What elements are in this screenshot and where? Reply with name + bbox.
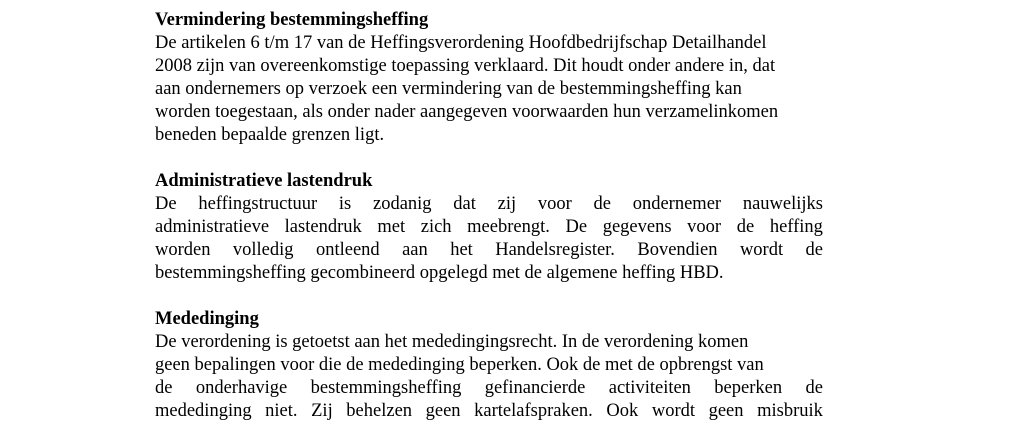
word: mededinging	[155, 401, 252, 421]
word: niet.	[265, 401, 298, 421]
word: gegevens	[602, 217, 672, 237]
word: de	[805, 378, 823, 398]
word: het	[450, 240, 473, 260]
word: beperken	[714, 378, 783, 398]
word: meebrengt.	[467, 217, 550, 237]
word: zich	[420, 217, 452, 237]
word: Handelsregister.	[495, 240, 615, 260]
word: de	[593, 194, 611, 214]
paragraph-line	[155, 193, 823, 216]
word: wordt	[739, 240, 784, 260]
word: Zij	[311, 401, 333, 421]
paragraph-line: 2008 zijn van overeenkomstige toepassing verklaard. Dit houdt onder andere in, dat	[155, 56, 776, 76]
word: bestemmingsheffing	[310, 378, 462, 398]
word: ondernemer	[632, 194, 722, 214]
section-administratieve-lastendruk	[155, 170, 823, 285]
section-vermindering	[155, 9, 823, 147]
word: Ook	[606, 401, 639, 421]
paragraph-line	[155, 216, 823, 239]
paragraph-line: aan ondernemers op verzoek een vermindering van de bestemmingsheffing kan	[155, 79, 742, 99]
section-mededinging	[155, 308, 823, 423]
paragraph-line: beneden bepaalde grenzen ligt.	[155, 125, 385, 145]
paragraph-line	[155, 400, 823, 423]
word: behelzen	[346, 401, 413, 421]
section-heading: Mededinging	[155, 309, 259, 329]
paragraph-line: De artikelen 6 t/m 17 van de Heffingsverordening Hoofdbedrijfschap Detailhandel	[155, 33, 767, 53]
paragraph-line: De verordening is getoetst aan het mededingingsrecht. In de verordening komen	[155, 332, 749, 352]
word: nauwelijks	[742, 194, 823, 214]
document-page	[155, 9, 823, 446]
word: geen	[708, 401, 744, 421]
paragraph-line: geen bepalingen voor die de mededinging beperken. Ook de met de opbrengst van	[155, 355, 764, 375]
word: ontleend	[315, 240, 380, 260]
word: volledig	[232, 240, 294, 260]
word: de	[155, 378, 173, 398]
word: voor	[537, 194, 572, 214]
word: worden	[155, 240, 211, 260]
word: de	[736, 217, 755, 237]
paragraph-line	[155, 377, 823, 400]
word: Bovendien	[637, 240, 718, 260]
word: heffing	[769, 217, 823, 237]
word: gefinancierde	[484, 378, 586, 398]
section-heading: Vermindering bestemmingsheffing	[155, 10, 429, 30]
word: dat	[453, 194, 476, 214]
word: onderhavige	[195, 378, 288, 398]
word: de	[805, 240, 823, 260]
word: lastendruk	[284, 217, 362, 237]
word: aan	[402, 240, 428, 260]
word: zodanig	[372, 194, 432, 214]
word: is	[338, 194, 352, 214]
word: De	[155, 194, 177, 214]
paragraph-line: bestemmingsheffing gecombineerd opgelegd met de algemene heffing HBD.	[155, 263, 724, 283]
word: activiteiten	[608, 378, 691, 398]
word: zij	[497, 194, 517, 214]
section-heading: Administratieve lastendruk	[155, 171, 373, 191]
word: wordt	[651, 401, 695, 421]
paragraph-line	[155, 239, 823, 262]
word: misbruik	[757, 401, 823, 421]
word: heffingstructuur	[198, 194, 318, 214]
word: met	[377, 217, 406, 237]
word: administratieve	[155, 217, 270, 237]
word: geen	[425, 401, 461, 421]
word: voor	[687, 217, 722, 237]
word: kartelafspraken.	[474, 401, 593, 421]
word: De	[565, 217, 588, 237]
paragraph-line: worden toegestaan, als onder nader aangegeven voorwaarden hun verzamelinkomen	[155, 102, 779, 122]
